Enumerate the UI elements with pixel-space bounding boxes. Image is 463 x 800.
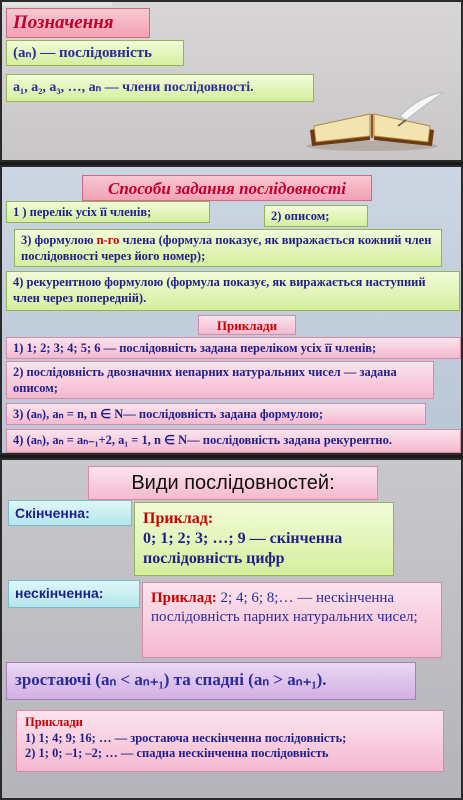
slide-methods [0,165,463,455]
finite-label: Скінченна: [8,500,132,526]
sequence-members: a₁, a₂, a₃, …, aₙ — члени послідовності. [6,74,314,102]
types-title: Види послідовностей: [88,466,378,500]
method-formula-rest: члена (формула показує, як виражається кожний член послідовності через його номер); [21,233,432,263]
example-1: 1) 1; 2; 3; 4; 5; 6 — послідовність задана переліком усіх її членів; [6,337,461,359]
method-recurrent: 4) рекурентною формулою (формула показує, як виражається наступний член через попередній). [6,271,460,311]
method-formula-prefix: 3) формулою [21,233,97,247]
monotone-examples-label: Приклади [25,715,83,729]
sequence-notation: (aₙ) — послідовність [6,40,184,66]
methods-title: Способи задання послідовності [82,175,372,201]
finite-example [134,502,394,576]
monotone-example-1: 1) 1; 4; 9; 16; … — зростаюча нескінченна послідовність; [25,730,347,745]
finite-example-label: Приклад: [143,510,214,527]
infinite-label: нескінченна: [8,580,140,608]
infinite-example [142,582,442,658]
monotone-examples [16,710,444,772]
slide-notation [0,0,463,162]
method-formula [14,229,442,267]
monotone-types: зростаючі (aₙ < aₙ₊₁) та спадні (aₙ > aₙ₊₁). [6,662,416,700]
notation-title: Позначення [6,8,150,38]
example-2: 2) послідовність двозначних непарних натуральних чисел — задана описом; [6,361,434,399]
method-list: 1 ) перелік усіх її членів; [6,201,210,223]
top-strip [2,0,112,6]
slide-types [0,458,463,800]
example-4: 4) (aₙ), aₙ = aₙ₋₁+2, a₁ = 1, n ∈ N— послідовність задана рекурентно. [6,429,461,453]
infinite-example-text: 2; 4; 6; 8;… — нескінченна послідовність парних натуральних чисел; [151,590,418,625]
method-description: 2) описом; [264,205,368,227]
monotone-example-2: 2) 1; 0; –1; –2; … — спадна нескінченна послідовність [25,746,329,761]
finite-example-text: 0; 1; 2; 3; …; 9 — скінченна послідовність цифр [143,530,343,567]
infinite-example-label: Приклад: [151,590,217,606]
open-book-icon [302,90,452,152]
examples-label: Приклади [198,315,296,335]
example-3: 3) (aₙ), aₙ = n, n ∈ N— послідовність задана формулою; [6,403,426,425]
method-formula-n: n-го [96,233,120,247]
